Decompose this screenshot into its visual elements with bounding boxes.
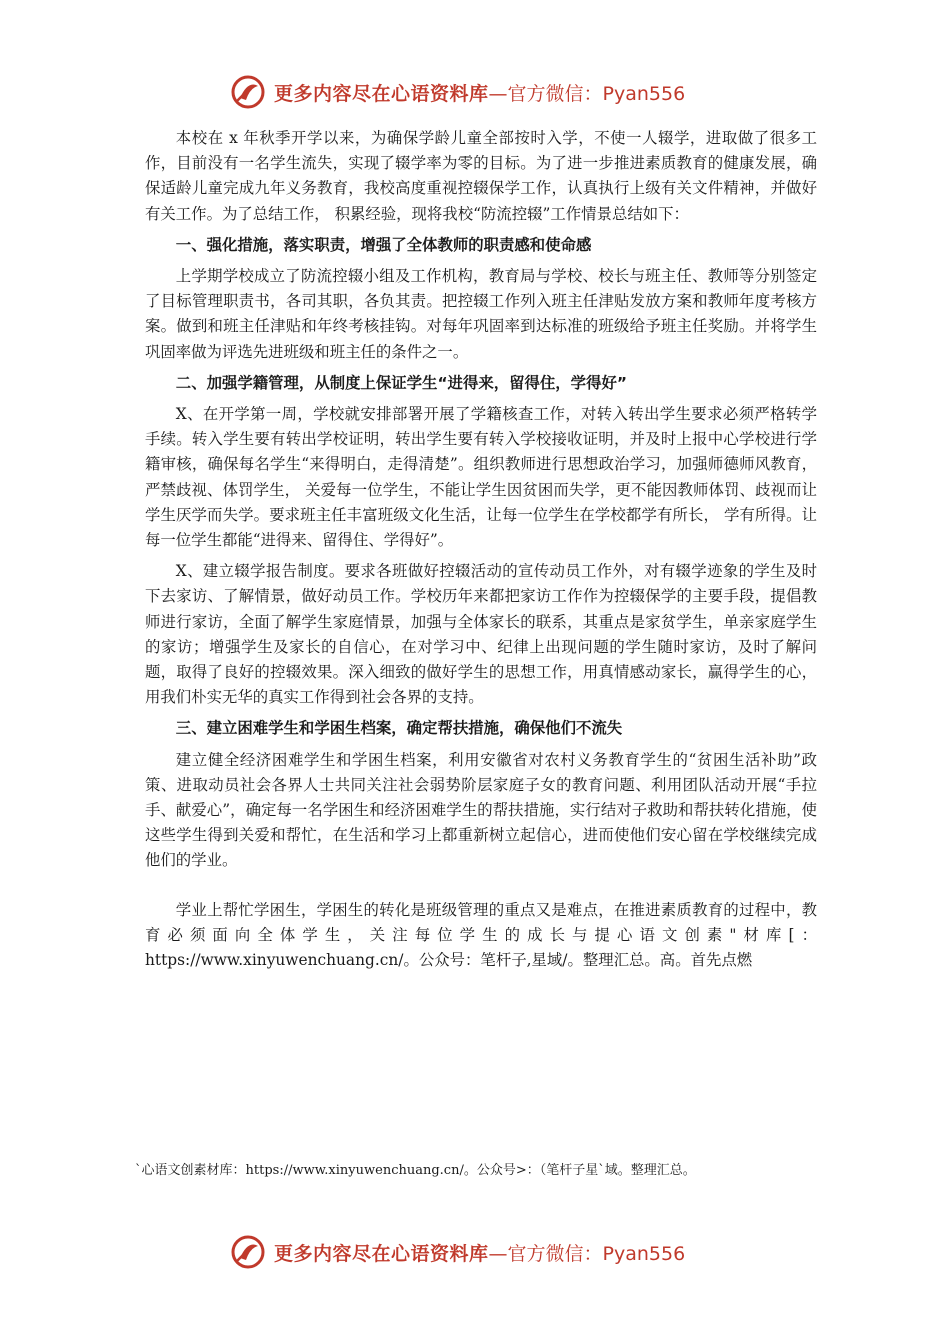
closing-paragraph: 学业上帮忙学困生，学困生的转化是班级管理的重点又是难点，在推进素质教育的过程中，教育必须面向全体学生，关注每位学生的成长与提心语文创素"材库[：https://www.xinyuwenchuang.cn/。公众号：笔杆子,星域/。整理汇总。高。首先点燃 — [145, 900, 817, 970]
source-note — [135, 1160, 825, 1181]
banner-main-text: 更多内容尽在心语资料库 — [274, 82, 489, 105]
document-body — [145, 126, 817, 973]
banner-main-text: 更多内容尽在心语资料库 — [274, 1242, 489, 1265]
source-note-text: `心语文创素材库：https://www.xinyuwenchuang.cn/。公众号>：（笔杆子星`域。整理汇总。 — [135, 1163, 696, 1178]
header-banner — [228, 72, 748, 112]
section-heading-3: 三、建立困难学生和学困生档案，确定帮扶措施，确保他们不流失 — [175, 719, 623, 738]
section-heading-1: 一、强化措施，落实职责，增强了全体教师的职责感和使命感 — [175, 235, 592, 254]
intro-paragraph: 本校在 x 年秋季开学以来，为确保学龄儿童全部按时入学，不使一人辍学，进取做了很多工作，目前没有一名学生流失，实现了辍学率为零的目标。为了进一步推进素质教育的健康发展，确保适龄儿童完成九年义务教育，我校高度重视控辍保学工作，认真执行上级有关文件精神，并做好有关工作。为了总结工作， 积累经验，现将我校“防流控辍”工作情景总结如下： — [145, 129, 817, 223]
section-3-paragraph: 建立健全经济困难学生和学困生档案，利用安徽省对农村义务教育学生的“贫困生活补助”政策、进取动员社会各界人士共同关注社会弱势阶层家庭子女的教育问题、利用团队活动开展“手拉手、献爱心”，确定每一名学困生和经济困难学生的帮扶措施，实行结对子救助和帮扶转化措施，使这些学生得到关爱和帮忙，在生活和学习上都重新树立起信心，进而使他们安心留在学校继续完成他们的学业。 — [145, 750, 817, 870]
section-heading-2: 二、加强学籍管理，从制度上保证学生“进得来，留得住，学得好” — [175, 373, 627, 392]
logo-icon — [228, 72, 268, 112]
logo-icon — [228, 1232, 268, 1272]
banner-wechat-text: —官方微信：Pyan556 — [488, 1242, 686, 1265]
section-2-paragraph-2: X、建立辍学报告制度。要求各班做好控辍活动的宣传动员工作外，对有辍学迹象的学生及时下去家访、了解情景，做好动员工作。学校历年来都把家访工作作为控辍保学的主要手段，提倡教师进行家访，全面了解学生家庭情景，加强与全体家长的联系，其重点是家贫学生，单亲家庭学生的家访；增强学生及家长的自信心，在对学习中、纪律上出现问题的学生随时家访，及时了解问题，取得了良好的控辍效果。深入细致的做好学生的思想工作，用真情感动家长，赢得学生的心，用我们朴实无华的真实工作得到社会各界的支持。 — [145, 562, 817, 707]
section-2-paragraph-1: X、在开学第一周，学校就安排部署开展了学籍核查工作，对转入转出学生要求必须严格转学手续。转入学生要有转出学校证明，转出学生要有转入学校接收证明，并及时上报中心学校进行学籍审核，确保每名学生“来得明白，走得清楚”。组织教师进行思想政治学习，加强师德师风教育，严禁歧视、体罚学生， 关爱每一位学生，不能让学生因贫困而失学，更不能因教师体罚、歧视而让学生厌学而失学。要求班主任丰富班级文化生活，让每一位学生在学校都学有所长， 学有所得。让每一位学生都能“进得来、留得住、学得好”。 — [145, 405, 817, 550]
section-1-paragraph: 上学期学校成立了防流控辍小组及工作机构，教育局与学校、校长与班主任、教师等分别签定了目标管理职责书，各司其职，各负其责。把控辍工作列入班主任津贴发放方案和教师年度考核方案。做到和班主任津贴和年终考核挂钩。对每年巩固率到达标准的班级给予班主任奖励。并将学生巩固率做为评选先进班级和班主任的条件之一。 — [145, 267, 817, 361]
footer-banner — [228, 1232, 748, 1272]
banner-wechat-text: —官方微信：Pyan556 — [488, 82, 686, 105]
